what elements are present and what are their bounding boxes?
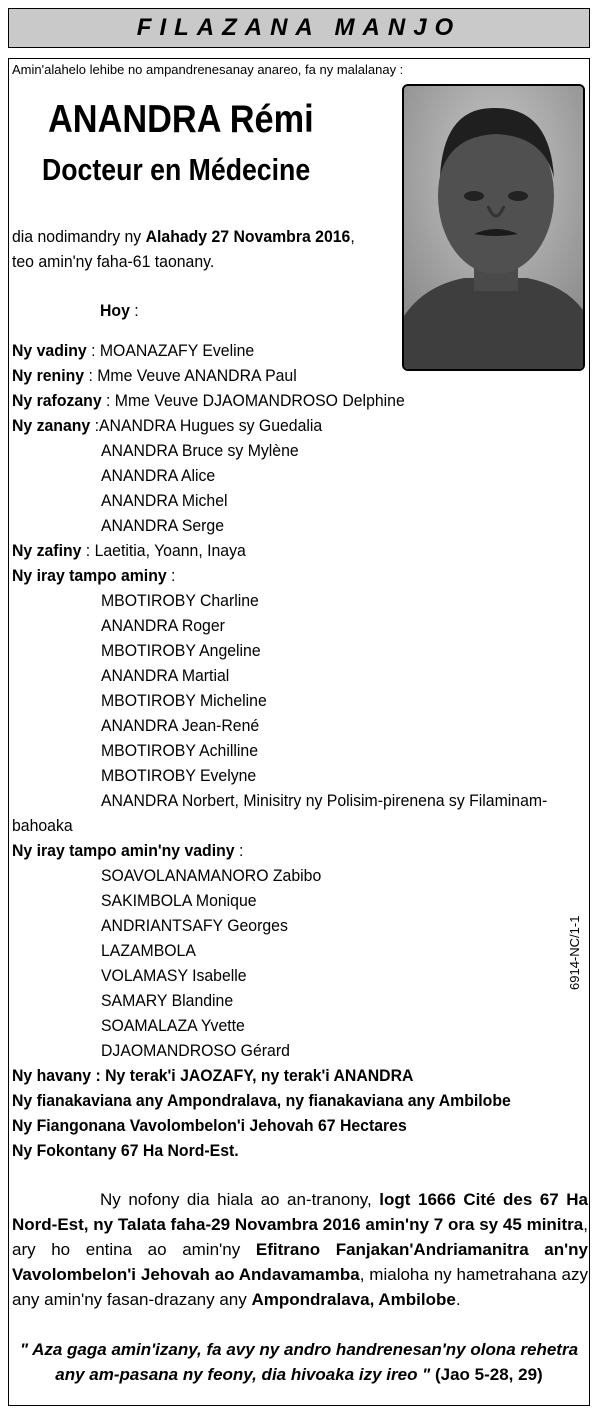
date-prefix: dia nodimandry ny — [12, 227, 146, 246]
vadiny-line — [12, 341, 254, 361]
hoy-line — [100, 301, 139, 321]
intro-text: Amin'alahelo lehibe no ampandrenesanay anareo, fa ny malalanay : — [12, 62, 404, 77]
list-item: ANANDRA Roger — [101, 616, 225, 635]
ad-reference: 6914-NC/1-1 — [567, 915, 582, 990]
fianakaviana-line: Ny fianakaviana any Ampondralava, ny fianakaviana any Ambilobe — [12, 1091, 511, 1110]
zafiny-label: Ny zafiny — [12, 541, 82, 560]
deceased-title: Docteur en Médecine — [42, 152, 311, 187]
list-item: ANANDRA Alice — [101, 466, 216, 485]
list-item: SAMARY Blandine — [101, 991, 234, 1010]
list-item: SOAVOLANAMANORO Zabibo — [101, 866, 322, 885]
list-item: ANANDRA Norbert, Minisitry ny Polisim-pirenena sy Filaminam- — [101, 791, 548, 810]
quote-reference: (Jao 5-28, 29) — [430, 1365, 543, 1384]
reniny-label: Ny reniny — [12, 366, 85, 385]
notice-text: , mialoha ny hametrahana azy any amin'ny fasan-drazany any — [12, 1265, 589, 1309]
bible-quote-line-1: " Aza gaga amin'izany, fa avy ny andro handrenesan'ny olona rehetra — [19, 1340, 579, 1359]
list-item: ANDRIANTSAFY Georges — [101, 916, 288, 935]
tampo-sep: : — [166, 566, 176, 585]
deceased-photo — [402, 84, 585, 371]
notice-text: . — [455, 1290, 461, 1309]
reniny-line — [12, 366, 297, 386]
list-item: DJAOMANDROSO Gérard — [101, 1041, 290, 1060]
date-suffix: , — [350, 227, 355, 246]
tampo-vadiny-label: Ny iray tampo amin'ny vadiny — [12, 841, 235, 860]
funeral-notice-paragraph — [12, 1187, 588, 1312]
age-line: teo amin'ny faha-61 taonany. — [12, 252, 215, 271]
rafozany-label: Ny rafozany — [12, 391, 102, 410]
list-item: ANANDRA Bruce sy Mylène — [101, 441, 299, 460]
portrait-image — [404, 86, 585, 371]
list-item: ANANDRA Michel — [101, 491, 228, 510]
notice-text: , ary ho entina ao amin'ny — [12, 1215, 588, 1259]
list-item: ANANDRA Serge — [101, 516, 225, 535]
notice-text: Ny nofony dia hiala ao an-tranony, — [100, 1190, 380, 1209]
list-item: ANANDRA Martial — [101, 666, 230, 685]
havany-line: Ny havany : Ny terak'i JAOZAFY, ny terak'i ANANDRA — [12, 1066, 414, 1085]
zafiny-line — [12, 541, 246, 561]
zanany-label: Ny zanany — [12, 416, 91, 435]
deceased-name: ANANDRA Rémi — [48, 98, 314, 141]
vadiny-label: Ny vadiny — [12, 341, 87, 360]
tampo-vadiny-heading — [12, 841, 243, 861]
reniny-value: : Mme Veuve ANANDRA Paul — [84, 366, 297, 385]
list-item: MBOTIROBY Charline — [101, 591, 259, 610]
bible-quote-line-2 — [8, 1365, 590, 1385]
list-item: MBOTIROBY Achilline — [101, 741, 258, 760]
hoy-label: Hoy — [100, 301, 130, 320]
death-date-line — [12, 227, 355, 247]
notice-address: logt 1666 Cité des 67 Ha Nord-Est, ny Talata faha-29 Novambra 2016 amin'ny 7 ora sy 45 minitra — [12, 1190, 589, 1234]
fiangonana-line: Ny Fiangonana Vavolombelon'i Jehovah 67 Hectares — [12, 1116, 407, 1135]
rafozany-line — [12, 391, 405, 411]
list-item-continued: bahoaka — [12, 816, 73, 835]
notice-venue: Efitrano Fanjakan'Andriamanitra an'ny Vavolombelon'i Jehovah ao Andavamamba — [12, 1240, 589, 1284]
zanany-first: :ANANDRA Hugues sy Guedalia — [90, 416, 323, 435]
list-item: SAKIMBOLA Monique — [101, 891, 257, 910]
hoy-sep: : — [129, 301, 139, 320]
zafiny-value: : Laetitia, Yoann, Inaya — [81, 541, 246, 560]
rafozany-value: : Mme Veuve DJAOMANDROSO Delphine — [101, 391, 405, 410]
list-item: SOAMALAZA Yvette — [101, 1016, 245, 1035]
quote-text: any am-pasana ny feony, dia hivoaka izy ireo " — [55, 1365, 431, 1384]
list-item: LAZAMBOLA — [101, 941, 196, 960]
tampo-heading — [12, 566, 175, 586]
list-item: ANANDRA Jean-René — [101, 716, 260, 735]
list-item: MBOTIROBY Evelyne — [101, 766, 257, 785]
list-item: MBOTIROBY Angeline — [101, 641, 261, 660]
notice-burial-place: Ampondralava, Ambilobe — [251, 1290, 456, 1309]
list-item: MBOTIROBY Micheline — [101, 691, 267, 710]
banner-title: FILAZANA MANJO — [8, 8, 590, 48]
zanany-line — [12, 416, 322, 436]
fokontany-line: Ny Fokontany 67 Ha Nord-Est. — [12, 1141, 239, 1160]
list-item: VOLAMASY Isabelle — [101, 966, 247, 985]
vadiny-value: : MOANAZAFY Eveline — [86, 341, 255, 360]
death-date: Alahady 27 Novambra 2016 — [145, 227, 351, 246]
tampo-label: Ny iray tampo aminy — [12, 566, 167, 585]
tampo-vadiny-sep: : — [234, 841, 244, 860]
